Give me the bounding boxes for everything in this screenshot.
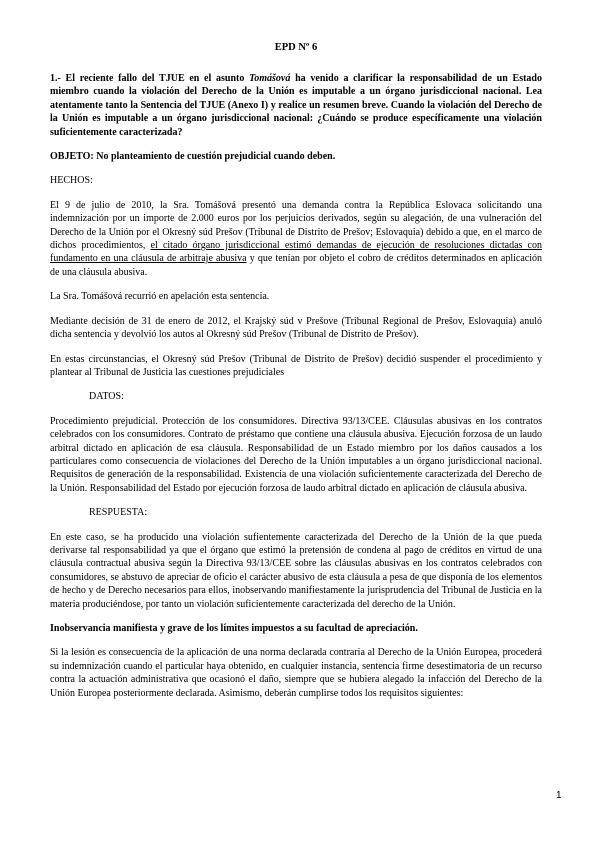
document-title: EPD Nº 6 <box>274 42 318 53</box>
respuesta-heading: RESPUESTA: <box>89 507 148 519</box>
objeto-text: No planteamiento de cuestión prejudicial cuando deben. <box>93 151 336 163</box>
inobservancia-heading: Inobservancia manifiesta y grave de los límites impuestos a su facultad de apreciación. <box>50 623 418 634</box>
datos-paragraph: Procedimiento prejudicial. Protección de los consumidores. Directiva 93/13/CEE. Cláusulas abusivas en los contratos celebrados con los consumidores. Contrato de préstamo que contiene una cláusula abusiva. Ejecución forzosa de un laudo arbitral dictado en aplicación de esa cláusula. Responsabilidad de un Estado miembro por los daños causados a los particulares como consecuencia de violaciones del Derecho de la Unión imputables a un órgano jurisdiccional nacional. Requisitos de generación de la responsabilidad. Existencia de una violación suficientemente caracterizada del Derecho de la Unión. Responsabilidad del Estado por ejecución forzosa de laudo arbitral dictado en aplicación de cláusula abusiva. <box>50 415 542 494</box>
question-part2: ha venido a clarificar la responsabilidad de un Estado miembro cuando la violación del Derecho de la Unión es imputable a un órgano jurisdiccional nacional. Lea atentamente tanto la Sentencia del TJUE (Anexo I) y realice un resumen breve. Cuando la violación del Derecho de la Unión es imputable a un órgano jurisdiccional nacional: ¿Cuándo se produce específicamente una violación suficientemente caracterizada? <box>50 73 542 138</box>
hechos-paragraph-3: Mediante decisión de 31 de enero de 2012, el Krajský súd v Prešove (Tribunal Regional de Prešov, Eslovaquia) anuló dicha sentencia y devolvió los autos al Okresný súd Prešov (Tribunal de Distrito de Prešov). <box>50 315 542 341</box>
hechos-paragraph-4: En estas circunstancias, el Okresný súd Prešov (Tribunal de Distrito de Prešov) decidió suspender el procedimiento y plantear al Tribunal de Justicia las cuestiones prejudiciales <box>50 353 542 378</box>
question-part1: 1.- El reciente fallo del TJUE en el asunto <box>50 73 250 84</box>
objeto-paragraph <box>50 150 542 163</box>
case-name: Tomášová <box>249 73 291 84</box>
respuesta-paragraph: En este caso, se ha producido una violación sufientemente caracterizada del Derecho de la Unión de la que pueda derivarse tal responsabilidad ya que el órgano que estimó la pretensión de condena al pago de créditos en virtud de una cláusula contractual abusiva según la Directiva 93/13/CEE sobre las cláusulas abusivas en los contratos celebrados con consumidores, se abstuvo de apreciar de oficio el carácter abusivo de esta cláusula a pesa de que disponía de los elementos de hecho y de Derecho necesarios para ellos, inobservando manifiestamente la jurisprudencia del Tribunal de Justicia en la materia produciéndose, por tanto un violación suficientemente caracterizada del derecho de la Unión. <box>50 531 542 610</box>
hechos-paragraph-2: La Sra. Tomášová recurrió en apelación esta sentencia. <box>50 291 270 303</box>
hechos-heading: HECHOS: <box>50 175 93 187</box>
question-paragraph <box>50 72 542 139</box>
hechos-p1-before: El 9 de julio de 2010, la Sra. Tomášová presentó una demanda contra la República Eslovaca solicitando una indemnización por un importe de 2.000 euros por los perjuicios derivados, según su alegación, de una vulneración del Derecho de la Unión por el Okresný súd Prešov (Tribunal de Distrito de Prešov; Eslovaquia) debido a que, en el marco de dichos procedimientos, <box>50 199 542 252</box>
datos-heading: DATOS: <box>89 391 124 403</box>
page-number: 1 <box>556 790 562 801</box>
hechos-p1-underlined: el citado órgano jurisdiccional estimó demandas de ejecución de resoluciones dictadas con fundamento en una cláusula de arbitraje abusiva <box>50 240 542 265</box>
final-paragraph: Si la lesión es consecuencia de la aplicación de una norma declarada contraria al Derecho de la Unión Europea, procederá su indemnización cuando el particular haya obtenido, en cualquier instancia, sentencia firme desestimatoria de un recurso contra la actuación administrativa que ocasionó el daño, siempre que se hubiera alegado la infacción del Derecho de la Unión Europea posteriormente declarada. Asimismo, deberán cumplirse todos los requisitos siguientes: <box>50 647 542 699</box>
objeto-label: OBJETO: <box>50 151 94 163</box>
hechos-p1-after: y que tenían por objeto el cobro de créditos determinados en aplicación de una cláusula abusiva. <box>50 253 542 278</box>
hechos-paragraph-1 <box>50 199 542 279</box>
document-page <box>50 42 542 700</box>
